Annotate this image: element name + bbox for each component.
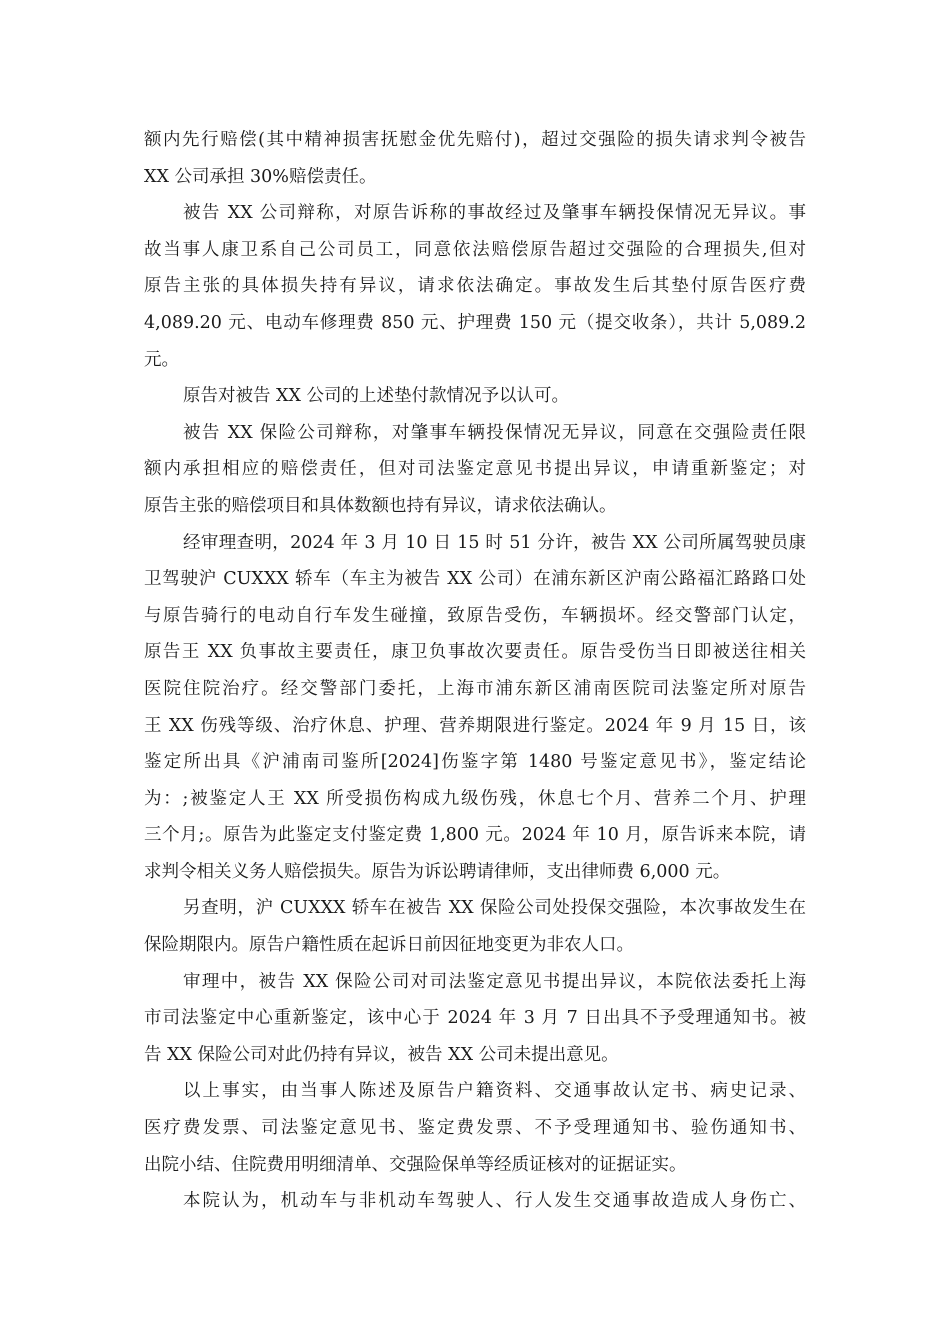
text-line: 市司法鉴定中心重新鉴定，该中心于 2024 年 3 月 7 日出具不予受理通知书。被 [144,1008,806,1029]
text-line: 原告主张的赔偿项目和具体数额也持有异议，请求依法确认。 [144,495,617,516]
text-line: 卫驾驶沪 CUXXX 轿车（车主为被告 XX 公司）在浦东新区沪南公路福汇路路口处 [144,569,806,590]
text-line: 故当事人康卫系自己公司员工，同意依法赔偿原告超过交强险的合理损失,但对 [144,239,806,260]
text-line: 告 XX 保险公司对此仍持有异议，被告 XX 公司未提出意见。 [144,1044,619,1065]
text-line: 原告对被告 XX 公司的上述垫付款情况予以认可。 [183,386,570,407]
text-line: 三个月;。原告为此鉴定支付鉴定费 1,800 元。2024 年 10 月，原告诉来本院，请 [144,825,806,846]
text-line: 审理中，被告 XX 保险公司对司法鉴定意见书提出异议，本院依法委托上海 [183,971,806,992]
text-line: 4,089.20 元、电动车修理费 850 元、护理费 150 元（提交收条），共计 5,089.2 [144,312,806,333]
text-line: 出院小结、住院费用明细清单、交强险保单等经质证核对的证据证实。 [144,1154,687,1175]
text-line: 被告 XX 公司辩称，对原告诉称的事故经过及肇事车辆投保情况无异议。事 [183,203,806,224]
text-line: 王 XX 伤残等级、治疗休息、护理、营养期限进行鉴定。2024 年 9 月 15 日，该 [144,715,806,736]
text-line: 医疗费发票、司法鉴定意见书、鉴定费发票、不予受理通知书、验伤通知书、 [144,1118,806,1139]
text-line: 鉴定所出具《沪浦南司鉴所[2024]伤鉴字第 1480 号鉴定意见书》，鉴定结论 [144,752,806,773]
document-body [144,122,806,1220]
text-line: 原告王 XX 负事故主要责任，康卫负事故次要责任。原告受伤当日即被送往相关 [144,642,806,663]
text-line: 以上事实，由当事人陈述及原告户籍资料、交通事故认定书、病史记录、 [183,1081,806,1102]
text-line: 本院认为，机动车与非机动车驾驶人、行人发生交通事故造成人身伤亡、 [183,1191,806,1212]
text-line: 被告 XX 保险公司辩称，对肇事车辆投保情况无异议，同意在交强险责任限 [183,422,806,443]
text-line: 求判令相关义务人赔偿损失。原告为诉讼聘请律师，支出律师费 6,000 元。 [144,861,731,882]
text-line: 经审理查明，2024 年 3 月 10 日 15 时 51 分许，被告 XX 公司所属驾驶员康 [183,532,806,553]
text-line: 元。 [144,349,179,370]
text-line: 医院住院治疗。经交警部门委托，上海市浦东新区浦南医院司法鉴定所对原告 [144,678,806,699]
text-line: 原告主张的具体损失持有异议，请求依法确定。事故发生后其垫付原告医疗费 [144,276,806,297]
text-line: 额内先行赔偿(其中精神损害抚慰金优先赔付)，超过交强险的损失请求判令被告 [144,130,806,150]
text-line: 额内承担相应的赔偿责任，但对司法鉴定意见书提出异议，申请重新鉴定；对 [144,459,806,480]
text-line: 另查明，沪 CUXXX 轿车在被告 XX 保险公司处投保交强险，本次事故发生在 [183,898,806,919]
text-line: 为：;被鉴定人王 XX 所受损伤构成九级伤残，休息七个月、营养二个月、护理 [144,788,806,809]
text-line: 保险期限内。原告户籍性质在起诉日前因征地变更为非农人口。 [144,935,634,956]
text-line: 与原告骑行的电动自行车发生碰撞，致原告受伤，车辆损坏。经交警部门认定， [144,605,806,626]
text-line: XX 公司承担 30%赔偿责任。 [144,166,377,187]
